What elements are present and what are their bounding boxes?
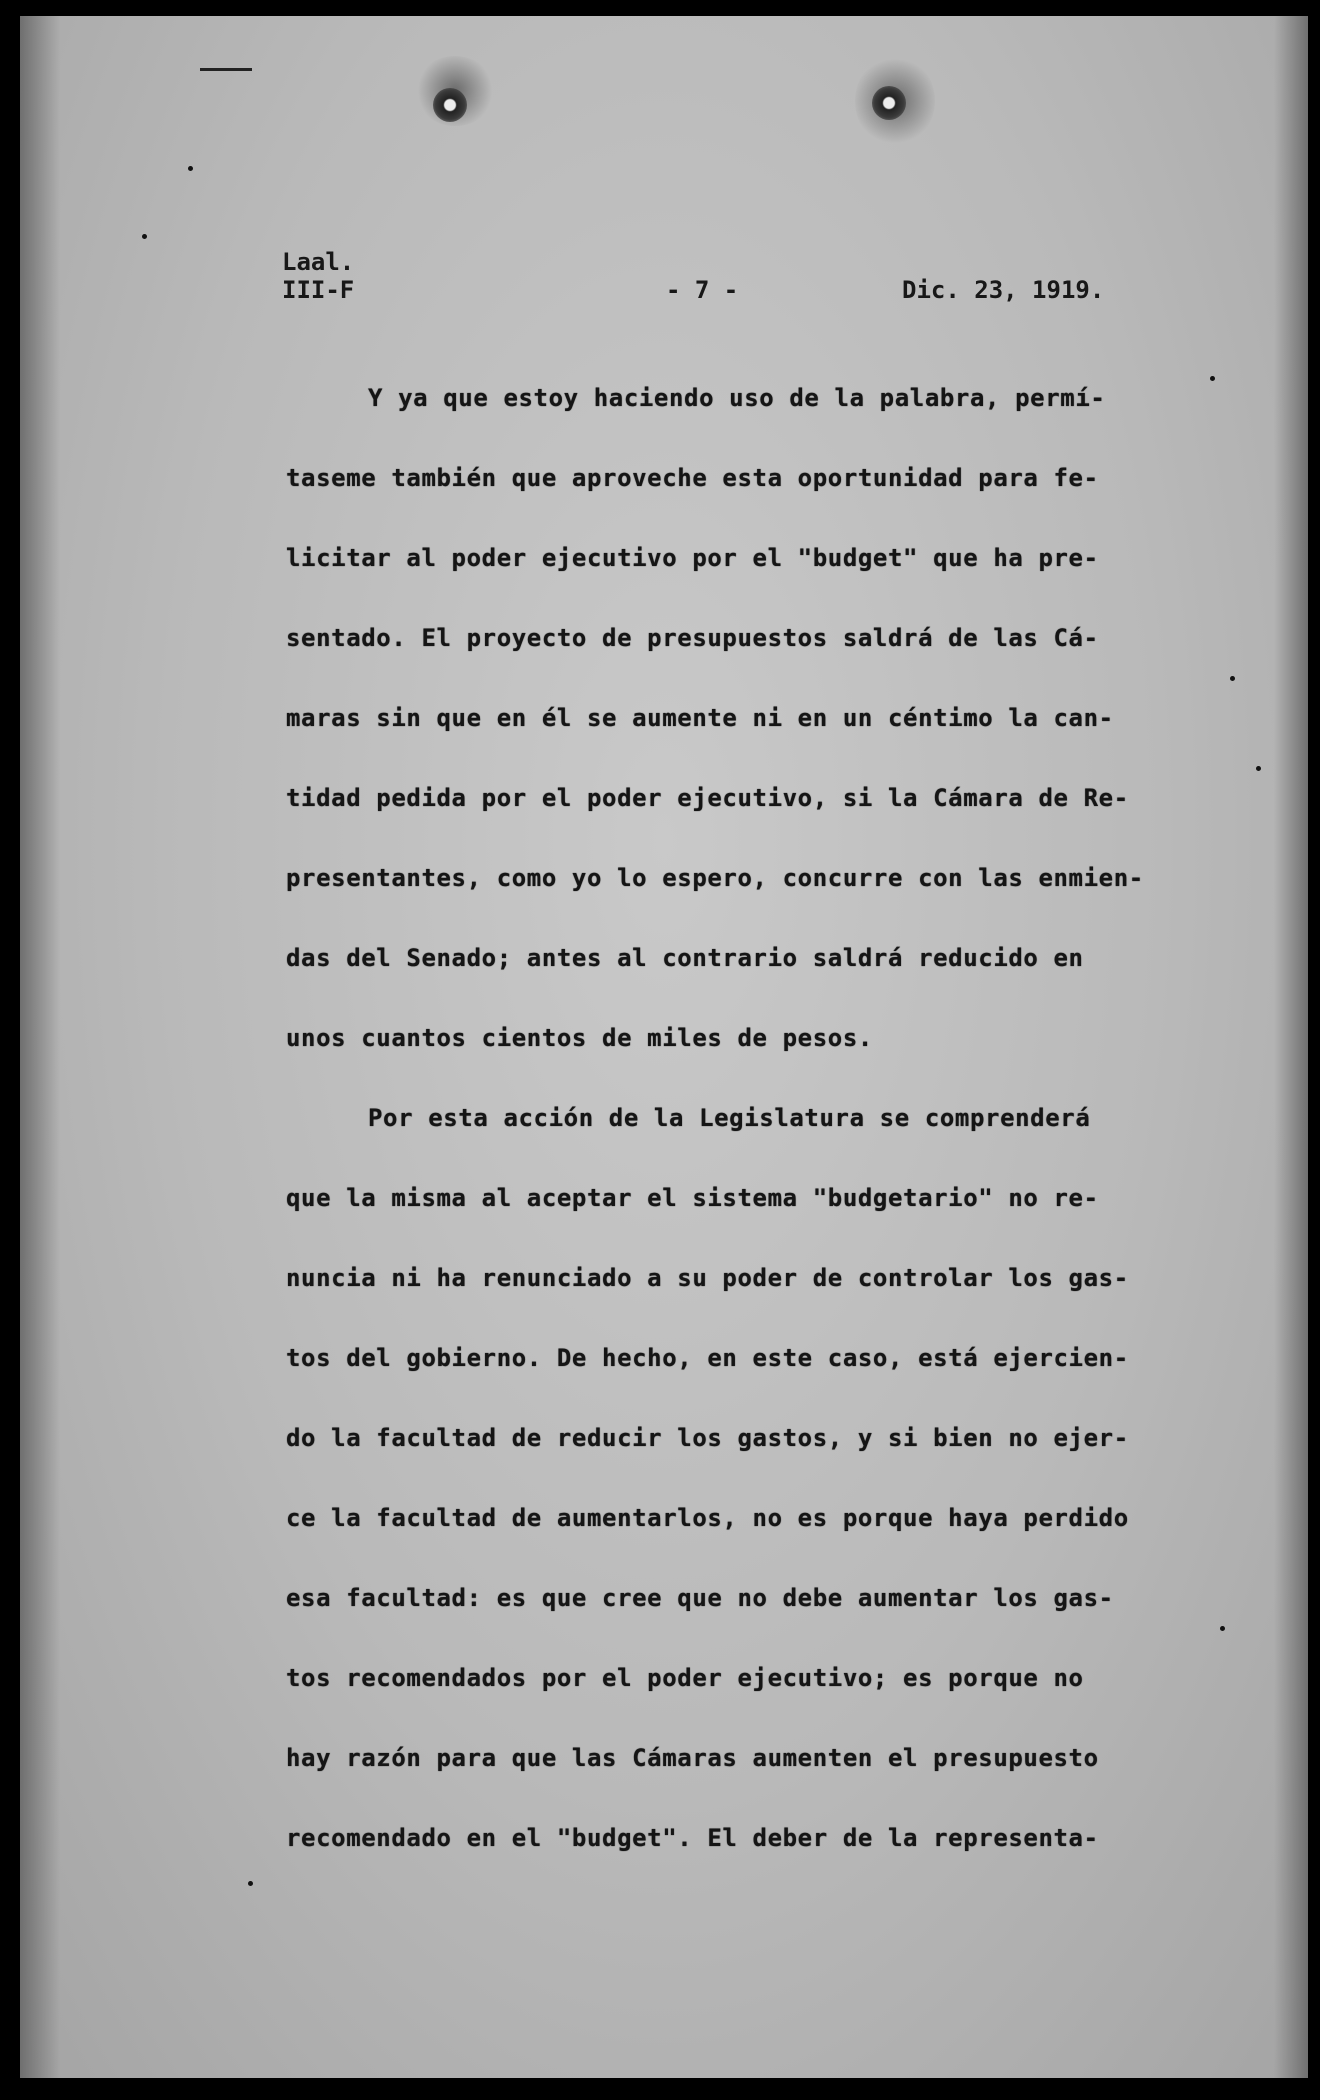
speck [188,166,193,171]
text-line: esa facultad: es que cree que no debe aumentar los gas- [286,1584,1114,1612]
text-line: unos cuantos cientos de miles de pesos. [286,1024,873,1052]
text-line: ce la facultad de aumentarlos, no es porque haya perdido [286,1504,1129,1532]
text-line: taseme también que aproveche esta oportunidad para fe- [286,464,1099,492]
page-shadow-right [1274,16,1308,2078]
text-line: nuncia ni ha renunciado a su poder de controlar los gas- [286,1264,1129,1292]
speck [1210,376,1215,381]
speck [142,234,147,239]
text-line: do la facultad de reducir los gastos, y si bien no ejer- [286,1424,1129,1452]
text-line: que la misma al aceptar el sistema "budgetario" no re- [286,1184,1099,1212]
text-line: maras sin que en él se aumente ni en un céntimo la can- [286,704,1114,732]
punch-hole-left [433,88,467,122]
margin-mark [200,68,252,71]
text-line: das del Senado; antes al contrario saldrá reducido en [286,944,1084,972]
document-body [286,384,1166,1904]
file-code-line-1: Laal. [282,248,355,276]
speck [1220,1626,1225,1631]
paragraph-2 [286,1104,1166,1904]
file-code [282,248,354,304]
text-line: sentado. El proyecto de presupuestos saldrá de las Cá- [286,624,1099,652]
text-line: tidad pedida por el poder ejecutivo, si la Cámara de Re- [286,784,1129,812]
punch-hole-right [872,86,906,120]
paragraph-1 [286,384,1166,1104]
page-number: - 7 - [666,276,739,304]
speck [248,1881,253,1886]
text-line: presentantes, como yo lo espero, concurre con las enmien- [286,864,1144,892]
file-code-line-2: III-F [282,276,355,304]
text-line: Y ya que estoy haciendo uso de la palabra, permí- [368,384,1106,412]
text-line: recomendado en el "budget". El deber de la representa- [286,1824,1099,1852]
text-line: tos del gobierno. De hecho, en este caso, está ejercien- [286,1344,1129,1372]
document-date: Dic. 23, 1919. [902,276,1105,304]
text-line: hay razón para que las Cámaras aumenten el presupuesto [286,1744,1099,1772]
document-page [20,16,1308,2078]
speck [1256,766,1261,771]
text-line: Por esta acción de la Legislatura se comprenderá [368,1104,1091,1132]
text-line: licitar al poder ejecutivo por el "budget" que ha pre- [286,544,1099,572]
speck [1230,676,1235,681]
text-line: tos recomendados por el poder ejecutivo; es porque no [286,1664,1084,1692]
page-shadow-left [20,16,60,2078]
